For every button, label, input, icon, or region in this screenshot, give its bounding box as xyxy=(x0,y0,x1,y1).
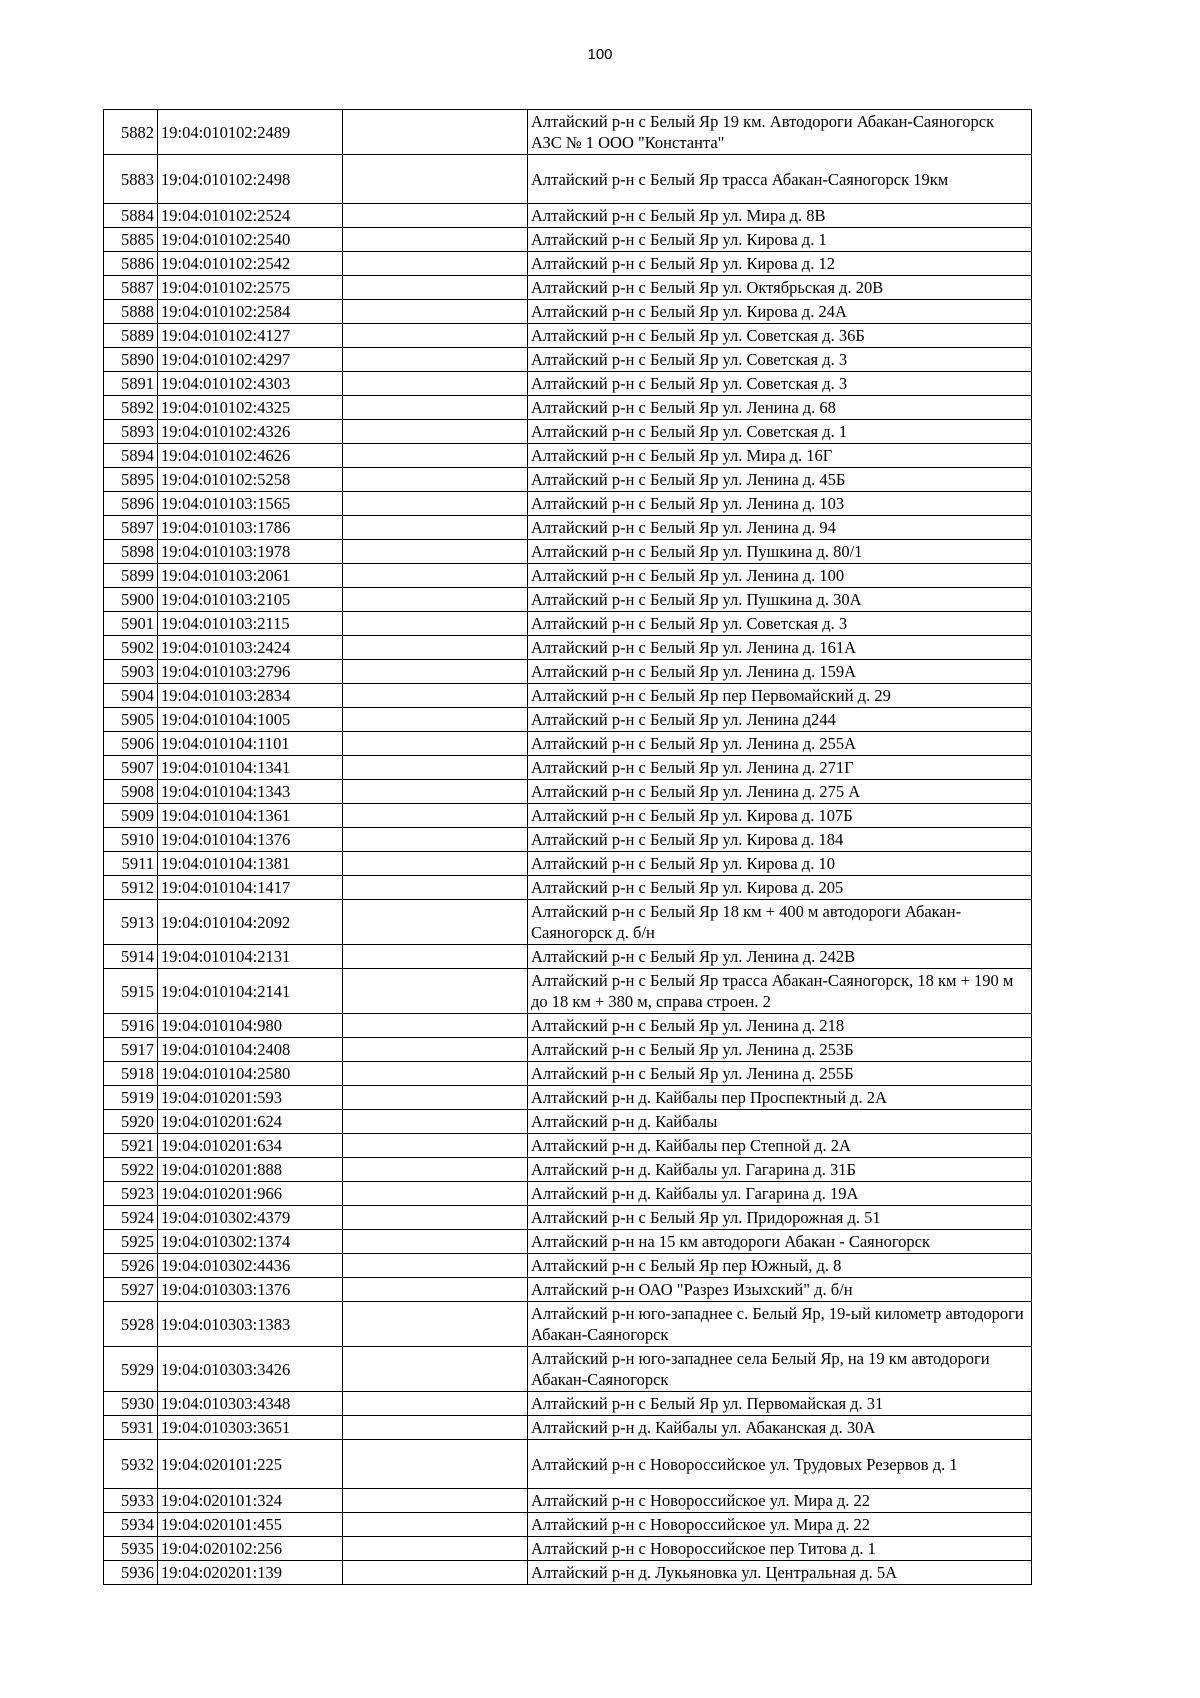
address-cell: Алтайский р-н с Белый Яр ул. Ленина д. 161А xyxy=(528,636,1032,660)
address-cell: Алтайский р-н д. Кайбалы xyxy=(528,1110,1032,1134)
row-number-cell: 5909 xyxy=(104,804,158,828)
address-cell: Алтайский р-н с Белый Яр ул. Ленина д. 159А xyxy=(528,660,1032,684)
table-row xyxy=(104,1561,1032,1585)
address-cell: Алтайский р-н с Белый Яр ул. Ленина д. 253Б xyxy=(528,1038,1032,1062)
table-row xyxy=(104,492,1032,516)
row-number-cell: 5921 xyxy=(104,1134,158,1158)
page-number: 100 xyxy=(587,46,613,63)
cadastral-number-cell: 19:04:010104:2408 xyxy=(158,1038,343,1062)
table-row xyxy=(104,420,1032,444)
empty-cell xyxy=(343,300,528,324)
table-row xyxy=(104,444,1032,468)
row-number-cell: 5934 xyxy=(104,1513,158,1537)
row-number-cell: 5883 xyxy=(104,155,158,204)
row-number-cell: 5930 xyxy=(104,1392,158,1416)
cadastral-number-cell: 19:04:010303:1383 xyxy=(158,1302,343,1347)
address-cell: Алтайский р-н с Белый Яр ул. Советская д. 3 xyxy=(528,372,1032,396)
row-number-cell: 5896 xyxy=(104,492,158,516)
empty-cell xyxy=(343,1392,528,1416)
table-row xyxy=(104,1440,1032,1489)
row-number-cell: 5885 xyxy=(104,228,158,252)
table-row xyxy=(104,708,1032,732)
cadastral-number-cell: 19:04:010201:634 xyxy=(158,1134,343,1158)
table-row xyxy=(104,468,1032,492)
empty-cell xyxy=(343,900,528,945)
cadastral-number-cell: 19:04:010104:1101 xyxy=(158,732,343,756)
row-number-cell: 5908 xyxy=(104,780,158,804)
table-row xyxy=(104,540,1032,564)
table-row xyxy=(104,828,1032,852)
cadastral-number-cell: 19:04:010102:2524 xyxy=(158,204,343,228)
table-row xyxy=(104,684,1032,708)
empty-cell xyxy=(343,372,528,396)
cadastral-number-cell: 19:04:010102:4297 xyxy=(158,348,343,372)
cadastral-number-cell: 19:04:010103:1565 xyxy=(158,492,343,516)
empty-cell xyxy=(343,1230,528,1254)
address-cell: Алтайский р-н с Белый Яр ул. Пушкина д. 80/1 xyxy=(528,540,1032,564)
cadastral-number-cell: 19:04:010103:2061 xyxy=(158,564,343,588)
empty-cell xyxy=(343,828,528,852)
address-cell: Алтайский р-н на 15 км автодороги Абакан - Саяногорск xyxy=(528,1230,1032,1254)
table-row xyxy=(104,204,1032,228)
address-cell: Алтайский р-н с Белый Яр ул. Придорожная д. 51 xyxy=(528,1206,1032,1230)
empty-cell xyxy=(343,1489,528,1513)
address-cell: Алтайский р-н с Белый Яр ул. Ленина д. 218 xyxy=(528,1014,1032,1038)
table-row xyxy=(104,155,1032,204)
row-number-cell: 5924 xyxy=(104,1206,158,1230)
table-row xyxy=(104,1302,1032,1347)
table-row xyxy=(104,1206,1032,1230)
empty-cell xyxy=(343,1134,528,1158)
row-number-cell: 5917 xyxy=(104,1038,158,1062)
address-cell: Алтайский р-н с Белый Яр ул. Ленина д. 271Г xyxy=(528,756,1032,780)
table-row xyxy=(104,1254,1032,1278)
table-row xyxy=(104,110,1032,155)
address-cell: Алтайский р-н ОАО "Разрез Изыхский" д. б/н xyxy=(528,1278,1032,1302)
row-number-cell: 5910 xyxy=(104,828,158,852)
empty-cell xyxy=(343,1302,528,1347)
table-row xyxy=(104,1038,1032,1062)
table-row xyxy=(104,516,1032,540)
table-row xyxy=(104,1537,1032,1561)
cadastral-number-cell: 19:04:020101:225 xyxy=(158,1440,343,1489)
row-number-cell: 5906 xyxy=(104,732,158,756)
empty-cell xyxy=(343,276,528,300)
cadastral-number-cell: 19:04:010103:1978 xyxy=(158,540,343,564)
address-cell: Алтайский р-н с Белый Яр ул. Октябрьская д. 20В xyxy=(528,276,1032,300)
cadastral-number-cell: 19:04:020201:139 xyxy=(158,1561,343,1585)
row-number-cell: 5895 xyxy=(104,468,158,492)
row-number-cell: 5936 xyxy=(104,1561,158,1585)
table-row xyxy=(104,969,1032,1014)
row-number-cell: 5931 xyxy=(104,1416,158,1440)
empty-cell xyxy=(343,1038,528,1062)
empty-cell xyxy=(343,612,528,636)
empty-cell xyxy=(343,636,528,660)
empty-cell xyxy=(343,348,528,372)
empty-cell xyxy=(343,1347,528,1392)
empty-cell xyxy=(343,540,528,564)
row-number-cell: 5901 xyxy=(104,612,158,636)
cadastral-number-cell: 19:04:010103:2834 xyxy=(158,684,343,708)
row-number-cell: 5902 xyxy=(104,636,158,660)
cadastral-number-cell: 19:04:010201:966 xyxy=(158,1182,343,1206)
empty-cell xyxy=(343,444,528,468)
cadastral-number-cell: 19:04:010201:593 xyxy=(158,1086,343,1110)
address-cell: Алтайский р-н с Белый Яр ул. Ленина д. 242В xyxy=(528,945,1032,969)
table-row xyxy=(104,252,1032,276)
address-cell: Алтайский р-н с Белый Яр ул. Ленина д. 255А xyxy=(528,732,1032,756)
row-number-cell: 5926 xyxy=(104,1254,158,1278)
empty-cell xyxy=(343,708,528,732)
cadastral-number-cell: 19:04:010102:4326 xyxy=(158,420,343,444)
empty-cell xyxy=(343,1158,528,1182)
address-cell: Алтайский р-н юго-западнее села Белый Яр, на 19 км автодороги Абакан-Саяногорск xyxy=(528,1347,1032,1392)
table-row xyxy=(104,780,1032,804)
address-cell: Алтайский р-н д. Кайбалы ул. Абаканская д. 30А xyxy=(528,1416,1032,1440)
cadastral-number-cell: 19:04:010103:2796 xyxy=(158,660,343,684)
cadastral-number-cell: 19:04:010104:2092 xyxy=(158,900,343,945)
cadastral-number-cell: 19:04:010102:5258 xyxy=(158,468,343,492)
table-row xyxy=(104,1158,1032,1182)
table-row xyxy=(104,900,1032,945)
address-cell: Алтайский р-н с Белый Яр ул. Кирова д. 10 xyxy=(528,852,1032,876)
empty-cell xyxy=(343,780,528,804)
address-cell: Алтайский р-н с Белый Яр ул. Кирова д. 1 xyxy=(528,228,1032,252)
row-number-cell: 5929 xyxy=(104,1347,158,1392)
cadastral-number-cell: 19:04:010102:2542 xyxy=(158,252,343,276)
empty-cell xyxy=(343,252,528,276)
cadastral-number-cell: 19:04:010303:3426 xyxy=(158,1347,343,1392)
cadastral-number-cell: 19:04:010102:4303 xyxy=(158,372,343,396)
address-cell: Алтайский р-н с Белый Яр ул. Ленина д. 94 xyxy=(528,516,1032,540)
address-cell: Алтайский р-н с Новороссийское пер Титова д. 1 xyxy=(528,1537,1032,1561)
row-number-cell: 5923 xyxy=(104,1182,158,1206)
cadastral-number-cell: 19:04:010302:1374 xyxy=(158,1230,343,1254)
row-number-cell: 5927 xyxy=(104,1278,158,1302)
table-row xyxy=(104,1062,1032,1086)
empty-cell xyxy=(343,1110,528,1134)
address-cell: Алтайский р-н с Белый Яр трасса Абакан-Саяногорск, 18 км + 190 м до 18 км + 380 м, справа строен. 2 xyxy=(528,969,1032,1014)
table-row xyxy=(104,756,1032,780)
empty-cell xyxy=(343,110,528,155)
empty-cell xyxy=(343,1014,528,1038)
cadastral-number-cell: 19:04:010104:2141 xyxy=(158,969,343,1014)
table-row xyxy=(104,588,1032,612)
row-number-cell: 5919 xyxy=(104,1086,158,1110)
empty-cell xyxy=(343,468,528,492)
cadastral-number-cell: 19:04:010102:2540 xyxy=(158,228,343,252)
table-row xyxy=(104,1134,1032,1158)
address-cell: Алтайский р-н с Белый Яр ул. Ленина д. 45Б xyxy=(528,468,1032,492)
address-cell: Алтайский р-н с Белый Яр 19 км. Автодороги Абакан-Саяногорск АЗС № 1 ООО "Константа" xyxy=(528,110,1032,155)
row-number-cell: 5887 xyxy=(104,276,158,300)
empty-cell xyxy=(343,1182,528,1206)
empty-cell xyxy=(343,396,528,420)
table-row xyxy=(104,1230,1032,1254)
row-number-cell: 5920 xyxy=(104,1110,158,1134)
address-cell: Алтайский р-н с Белый Яр 18 км + 400 м автодороги Абакан-Саяногорск д. б/н xyxy=(528,900,1032,945)
cadastral-number-cell: 19:04:010102:4626 xyxy=(158,444,343,468)
property-registry-table xyxy=(103,109,1032,1585)
row-number-cell: 5893 xyxy=(104,420,158,444)
table-row xyxy=(104,324,1032,348)
empty-cell xyxy=(343,1206,528,1230)
empty-cell xyxy=(343,588,528,612)
cadastral-number-cell: 19:04:010102:2498 xyxy=(158,155,343,204)
row-number-cell: 5935 xyxy=(104,1537,158,1561)
cadastral-number-cell: 19:04:010201:888 xyxy=(158,1158,343,1182)
table-row xyxy=(104,300,1032,324)
empty-cell xyxy=(343,945,528,969)
address-cell: Алтайский р-н с Белый Яр ул. Кирова д. 24А xyxy=(528,300,1032,324)
registry-rows xyxy=(104,110,1032,1585)
row-number-cell: 5897 xyxy=(104,516,158,540)
empty-cell xyxy=(343,492,528,516)
cadastral-number-cell: 19:04:010102:2489 xyxy=(158,110,343,155)
cadastral-number-cell: 19:04:010103:2424 xyxy=(158,636,343,660)
address-cell: Алтайский р-н с Белый Яр ул. Ленина д. 103 xyxy=(528,492,1032,516)
address-cell: Алтайский р-н с Белый Яр ул. Советская д. 36Б xyxy=(528,324,1032,348)
row-number-cell: 5907 xyxy=(104,756,158,780)
address-cell: Алтайский р-н с Белый Яр ул. Ленина д244 xyxy=(528,708,1032,732)
empty-cell xyxy=(343,684,528,708)
empty-cell xyxy=(343,228,528,252)
row-number-cell: 5922 xyxy=(104,1158,158,1182)
table-row xyxy=(104,396,1032,420)
address-cell: Алтайский р-н юго-западнее с. Белый Яр, 19-ый километр автодороги Абакан-Саяногорск xyxy=(528,1302,1032,1347)
address-cell: Алтайский р-н д. Кайбалы ул. Гагарина д. 31Б xyxy=(528,1158,1032,1182)
row-number-cell: 5916 xyxy=(104,1014,158,1038)
empty-cell xyxy=(343,1062,528,1086)
address-cell: Алтайский р-н с Белый Яр ул. Первомайская д. 31 xyxy=(528,1392,1032,1416)
cadastral-number-cell: 19:04:010104:1376 xyxy=(158,828,343,852)
empty-cell xyxy=(343,1416,528,1440)
empty-cell xyxy=(343,1278,528,1302)
empty-cell xyxy=(343,564,528,588)
address-cell: Алтайский р-н с Белый Яр ул. Советская д. 3 xyxy=(528,348,1032,372)
row-number-cell: 5933 xyxy=(104,1489,158,1513)
cadastral-number-cell: 19:04:010102:4127 xyxy=(158,324,343,348)
address-cell: Алтайский р-н с Белый Яр трасса Абакан-Саяногорск 19км xyxy=(528,155,1032,204)
address-cell: Алтайский р-н с Белый Яр ул. Пушкина д. 30А xyxy=(528,588,1032,612)
row-number-cell: 5898 xyxy=(104,540,158,564)
cadastral-number-cell: 19:04:010104:1343 xyxy=(158,780,343,804)
row-number-cell: 5890 xyxy=(104,348,158,372)
empty-cell xyxy=(343,1513,528,1537)
empty-cell xyxy=(343,756,528,780)
cadastral-number-cell: 19:04:010104:1381 xyxy=(158,852,343,876)
cadastral-number-cell: 19:04:010104:1361 xyxy=(158,804,343,828)
empty-cell xyxy=(343,1561,528,1585)
empty-cell xyxy=(343,852,528,876)
row-number-cell: 5928 xyxy=(104,1302,158,1347)
address-cell: Алтайский р-н с Белый Яр ул. Кирова д. 184 xyxy=(528,828,1032,852)
cadastral-number-cell: 19:04:010302:4379 xyxy=(158,1206,343,1230)
table-row xyxy=(104,372,1032,396)
cadastral-number-cell: 19:04:020101:324 xyxy=(158,1489,343,1513)
cadastral-number-cell: 19:04:010104:1005 xyxy=(158,708,343,732)
table-row xyxy=(104,852,1032,876)
cadastral-number-cell: 19:04:010102:2584 xyxy=(158,300,343,324)
empty-cell xyxy=(343,1254,528,1278)
table-row xyxy=(104,1278,1032,1302)
address-cell: Алтайский р-н с Новороссийское ул. Мира д. 22 xyxy=(528,1513,1032,1537)
empty-cell xyxy=(343,1086,528,1110)
cadastral-number-cell: 19:04:010102:4325 xyxy=(158,396,343,420)
cadastral-number-cell: 19:04:010201:624 xyxy=(158,1110,343,1134)
row-number-cell: 5886 xyxy=(104,252,158,276)
cadastral-number-cell: 19:04:010104:1341 xyxy=(158,756,343,780)
empty-cell xyxy=(343,732,528,756)
address-cell: Алтайский р-н с Белый Яр пер Южный, д. 8 xyxy=(528,1254,1032,1278)
table-row xyxy=(104,1110,1032,1134)
cadastral-number-cell: 19:04:010104:980 xyxy=(158,1014,343,1038)
row-number-cell: 5903 xyxy=(104,660,158,684)
table-row xyxy=(104,945,1032,969)
cadastral-number-cell: 19:04:010104:2580 xyxy=(158,1062,343,1086)
address-cell: Алтайский р-н с Белый Яр ул. Кирова д. 12 xyxy=(528,252,1032,276)
row-number-cell: 5912 xyxy=(104,876,158,900)
row-number-cell: 5914 xyxy=(104,945,158,969)
address-cell: Алтайский р-н с Белый Яр ул. Советская д. 1 xyxy=(528,420,1032,444)
row-number-cell: 5925 xyxy=(104,1230,158,1254)
address-cell: Алтайский р-н с Белый Яр ул. Ленина д. 100 xyxy=(528,564,1032,588)
row-number-cell: 5932 xyxy=(104,1440,158,1489)
row-number-cell: 5889 xyxy=(104,324,158,348)
cadastral-number-cell: 19:04:010103:2115 xyxy=(158,612,343,636)
table-row xyxy=(104,636,1032,660)
empty-cell xyxy=(343,516,528,540)
table-row xyxy=(104,1086,1032,1110)
empty-cell xyxy=(343,324,528,348)
empty-cell xyxy=(343,804,528,828)
cadastral-number-cell: 19:04:010302:4436 xyxy=(158,1254,343,1278)
cadastral-number-cell: 19:04:020101:455 xyxy=(158,1513,343,1537)
table-row xyxy=(104,564,1032,588)
row-number-cell: 5892 xyxy=(104,396,158,420)
address-cell: Алтайский р-н д. Кайбалы ул. Гагарина д. 19А xyxy=(528,1182,1032,1206)
empty-cell xyxy=(343,1440,528,1489)
table-row xyxy=(104,1182,1032,1206)
row-number-cell: 5882 xyxy=(104,110,158,155)
row-number-cell: 5884 xyxy=(104,204,158,228)
address-cell: Алтайский р-н с Белый Яр ул. Ленина д. 275 А xyxy=(528,780,1032,804)
empty-cell xyxy=(343,876,528,900)
table-row xyxy=(104,1489,1032,1513)
table-row xyxy=(104,1014,1032,1038)
table-row xyxy=(104,228,1032,252)
row-number-cell: 5911 xyxy=(104,852,158,876)
address-cell: Алтайский р-н д. Кайбалы пер Проспектный д. 2А xyxy=(528,1086,1032,1110)
table-row xyxy=(104,732,1032,756)
cadastral-number-cell: 19:04:010104:2131 xyxy=(158,945,343,969)
table-row xyxy=(104,876,1032,900)
cadastral-number-cell: 19:04:010102:2575 xyxy=(158,276,343,300)
address-cell: Алтайский р-н с Новороссийское ул. Мира д. 22 xyxy=(528,1489,1032,1513)
empty-cell xyxy=(343,155,528,204)
cadastral-number-cell: 19:04:020102:256 xyxy=(158,1537,343,1561)
row-number-cell: 5900 xyxy=(104,588,158,612)
address-cell: Алтайский р-н с Новороссийское ул. Трудовых Резервов д. 1 xyxy=(528,1440,1032,1489)
table-row xyxy=(104,1513,1032,1537)
row-number-cell: 5913 xyxy=(104,900,158,945)
cadastral-number-cell: 19:04:010104:1417 xyxy=(158,876,343,900)
address-cell: Алтайский р-н с Белый Яр ул. Ленина д. 68 xyxy=(528,396,1032,420)
empty-cell xyxy=(343,660,528,684)
row-number-cell: 5891 xyxy=(104,372,158,396)
table-row xyxy=(104,276,1032,300)
cadastral-number-cell: 19:04:010303:3651 xyxy=(158,1416,343,1440)
address-cell: Алтайский р-н с Белый Яр ул. Советская д. 3 xyxy=(528,612,1032,636)
row-number-cell: 5918 xyxy=(104,1062,158,1086)
table-row xyxy=(104,1416,1032,1440)
table-row xyxy=(104,348,1032,372)
cadastral-number-cell: 19:04:010303:4348 xyxy=(158,1392,343,1416)
empty-cell xyxy=(343,1537,528,1561)
row-number-cell: 5888 xyxy=(104,300,158,324)
row-number-cell: 5899 xyxy=(104,564,158,588)
empty-cell xyxy=(343,969,528,1014)
table-row xyxy=(104,1392,1032,1416)
table-row xyxy=(104,804,1032,828)
cadastral-number-cell: 19:04:010103:2105 xyxy=(158,588,343,612)
address-cell: Алтайский р-н с Белый Яр ул. Ленина д. 255Б xyxy=(528,1062,1032,1086)
row-number-cell: 5894 xyxy=(104,444,158,468)
address-cell: Алтайский р-н с Белый Яр ул. Кирова д. 107Б xyxy=(528,804,1032,828)
address-cell: Алтайский р-н с Белый Яр ул. Мира д. 8В xyxy=(528,204,1032,228)
empty-cell xyxy=(343,204,528,228)
empty-cell xyxy=(343,420,528,444)
address-cell: Алтайский р-н с Белый Яр ул. Мира д. 16Г xyxy=(528,444,1032,468)
row-number-cell: 5915 xyxy=(104,969,158,1014)
table-row xyxy=(104,612,1032,636)
address-cell: Алтайский р-н д. Лукьяновка ул. Центральная д. 5А xyxy=(528,1561,1032,1585)
address-cell: Алтайский р-н с Белый Яр ул. Кирова д. 205 xyxy=(528,876,1032,900)
row-number-cell: 5905 xyxy=(104,708,158,732)
row-number-cell: 5904 xyxy=(104,684,158,708)
table-row xyxy=(104,660,1032,684)
cadastral-number-cell: 19:04:010303:1376 xyxy=(158,1278,343,1302)
cadastral-number-cell: 19:04:010103:1786 xyxy=(158,516,343,540)
address-cell: Алтайский р-н с Белый Яр пер Первомайский д. 29 xyxy=(528,684,1032,708)
address-cell: Алтайский р-н д. Кайбалы пер Степной д. 2А xyxy=(528,1134,1032,1158)
table-row xyxy=(104,1347,1032,1392)
